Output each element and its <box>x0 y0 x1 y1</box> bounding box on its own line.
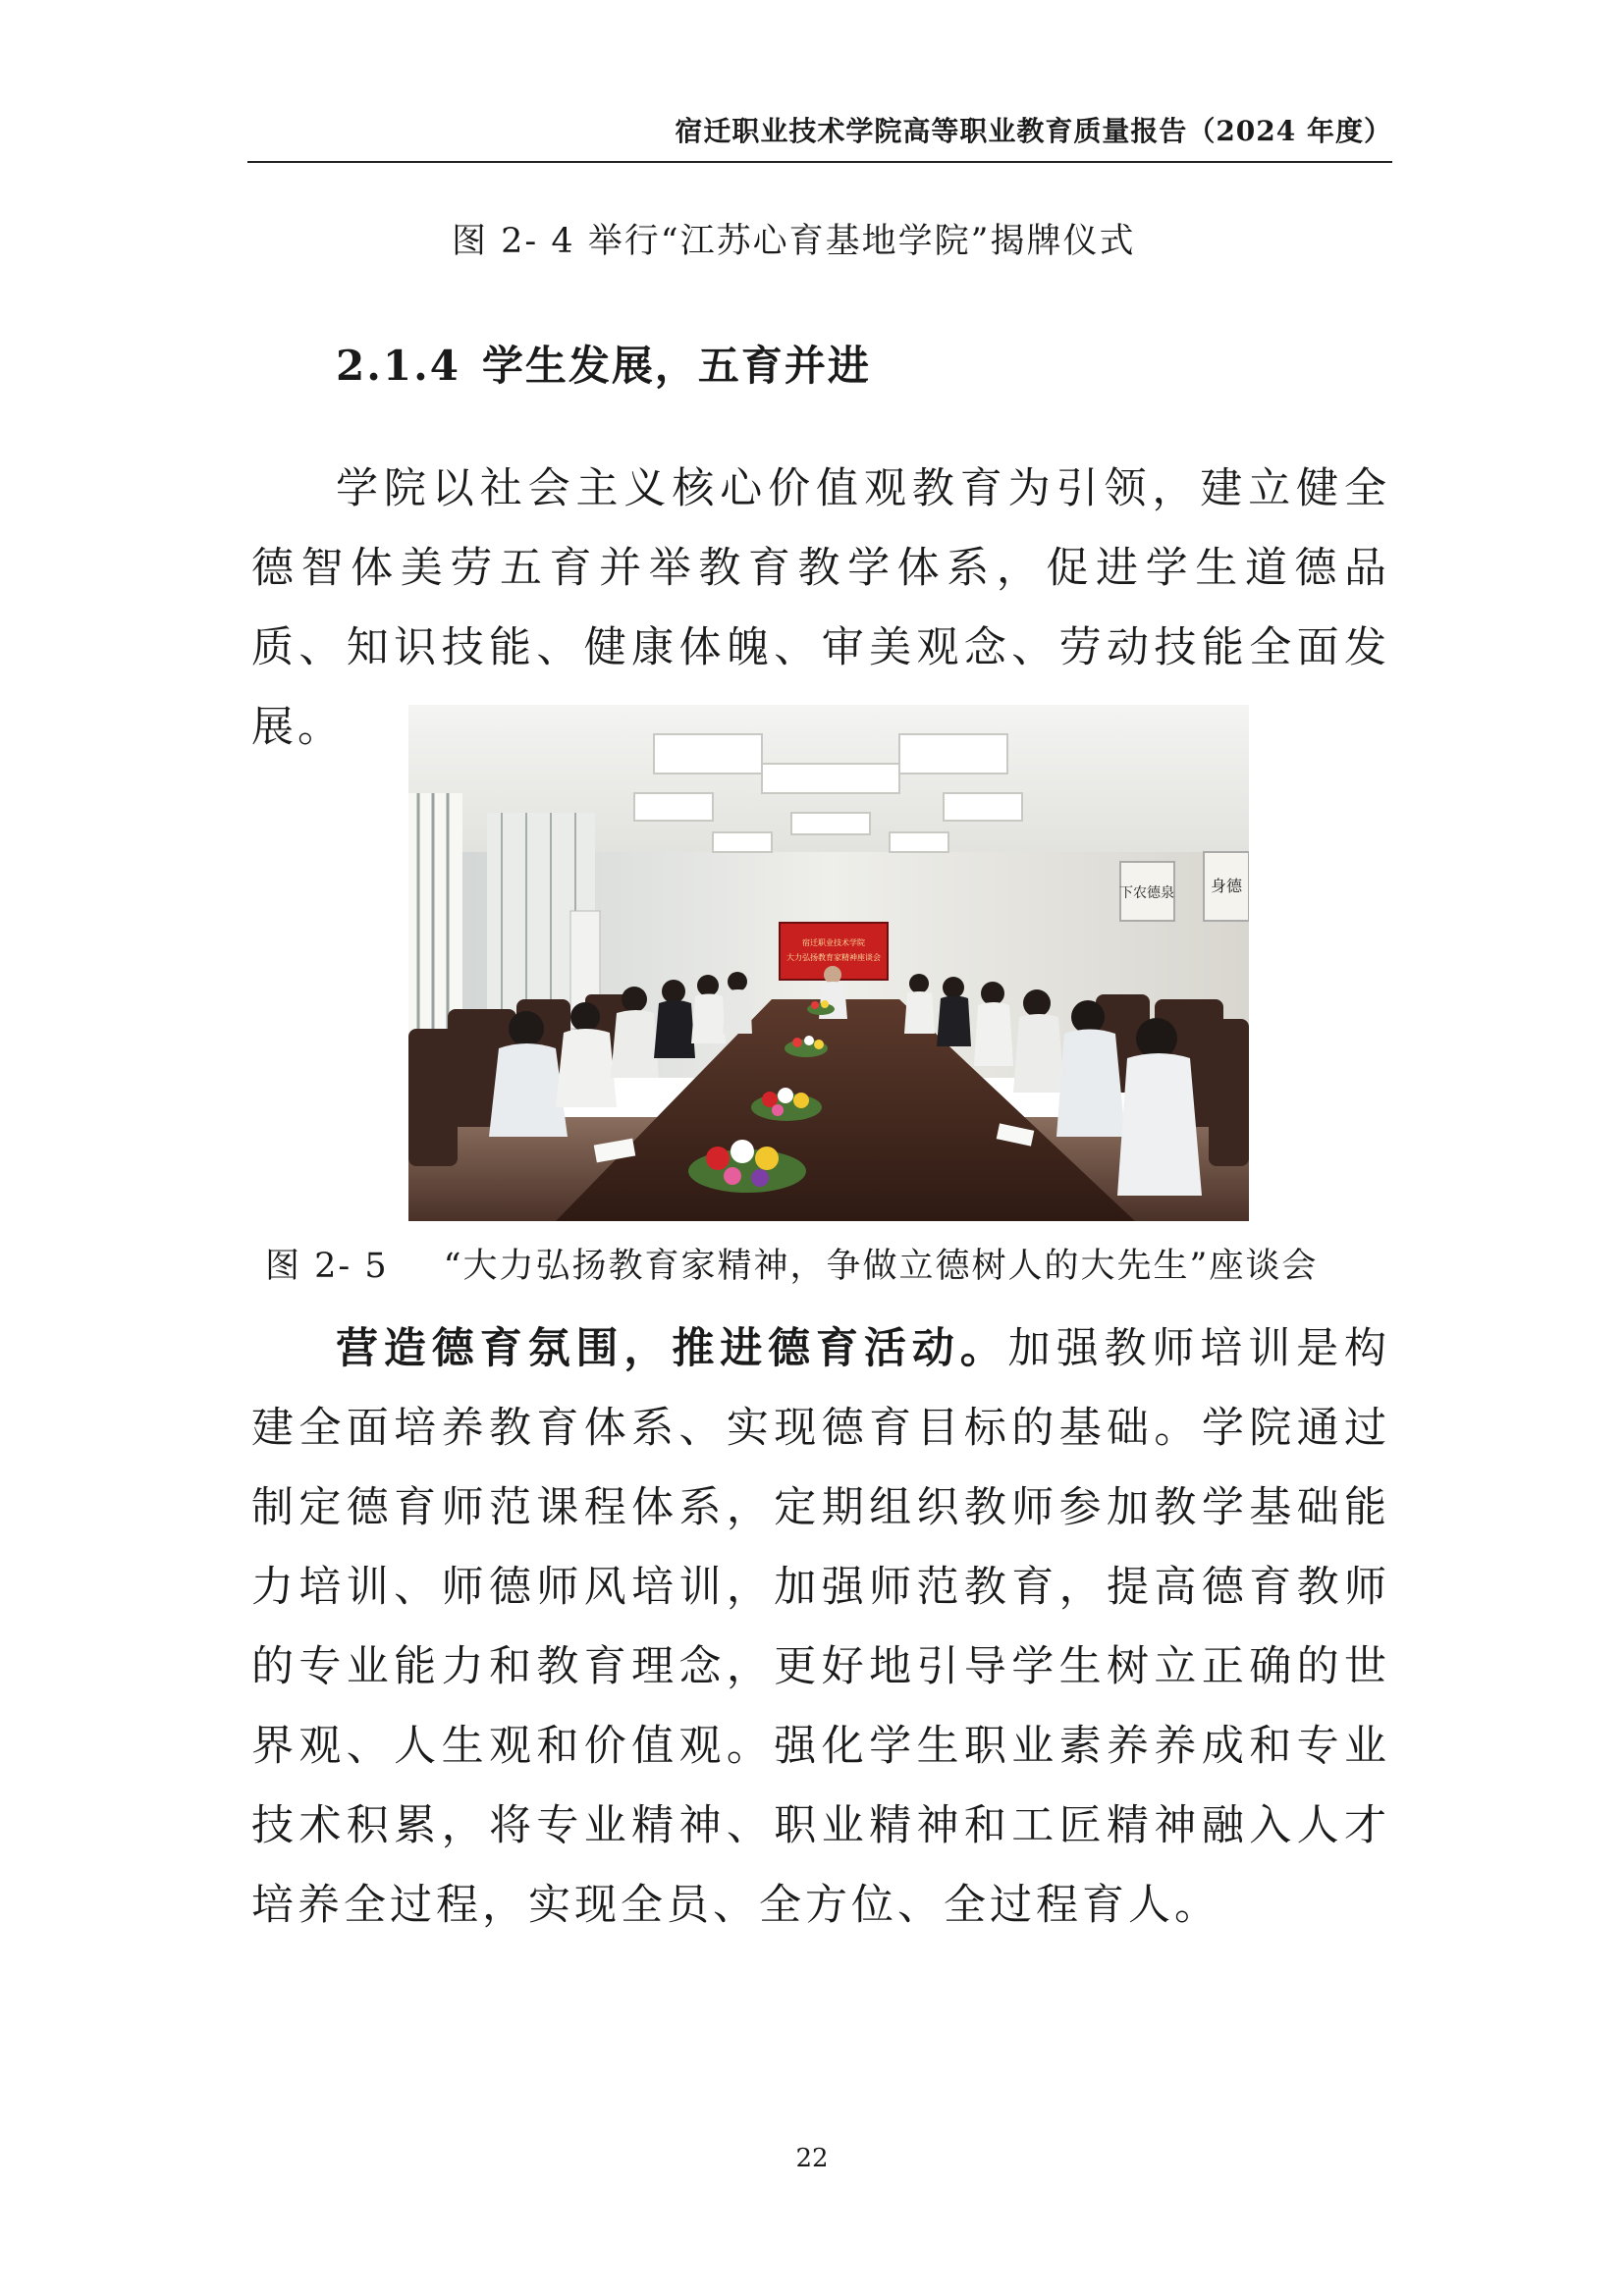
figure-2-5-label: 图 2- 5 <box>265 1247 389 1286</box>
screen-text-2: 大力弘扬教育家精神座谈会 <box>786 953 881 962</box>
wall-scroll-2: 身德 <box>1210 877 1243 895</box>
paragraph-moral-education <box>251 1309 1390 1946</box>
section-number: 2.1.4 <box>336 342 460 390</box>
figure-2-5-caption-text: “大力弘扬教育家精神，争做立德树人的大先生”座谈会 <box>443 1247 1319 1286</box>
paragraph-lead: 营造德育氛围，推进德育活动。 <box>336 1324 1008 1373</box>
header-rule <box>247 161 1392 163</box>
wall-scroll-1: 下农德泉 <box>1119 885 1174 901</box>
figure-2-5-caption <box>265 1239 1318 1288</box>
running-header: 宿迁职业技术学院高等职业教育质量报告（2024 年度） <box>675 115 1392 147</box>
paragraph-body: 加强教师培训是构建全面培养教育体系、实现德育目标的基础。学院通过制定德育师范课程体系，定期组织教师参加教学基础能力培训、师德师风培训，加强师范教育，提高德育教师的专业能力和教育理念，更好地引导学生树立正确的世界观、人生观和价值观。强化学生职业素养养成和专业技术积累，将专业精神、职业精神和工匠精神融入人才培养全过程，实现全员、全方位、全过程育人。 <box>251 1324 1391 1930</box>
meeting-photo <box>408 705 1249 1221</box>
paragraph-five-education: 学院以社会主义核心价值观教育为引领，建立健全德智体美劳五育并举教育教学体系，促进学生道德品质、知识技能、健康体魄、审美观念、劳动技能全面发展。 <box>251 464 1390 752</box>
screen-text-1: 宿迁职业技术学院 <box>802 938 865 947</box>
section-heading <box>336 334 871 393</box>
figure-2-4-caption: 图 2- 4 举行“江苏心育基地学院”揭牌仪式 <box>452 222 1136 261</box>
section-title: 学生发展，五育并进 <box>481 342 871 390</box>
page-number: 22 <box>795 2144 829 2173</box>
